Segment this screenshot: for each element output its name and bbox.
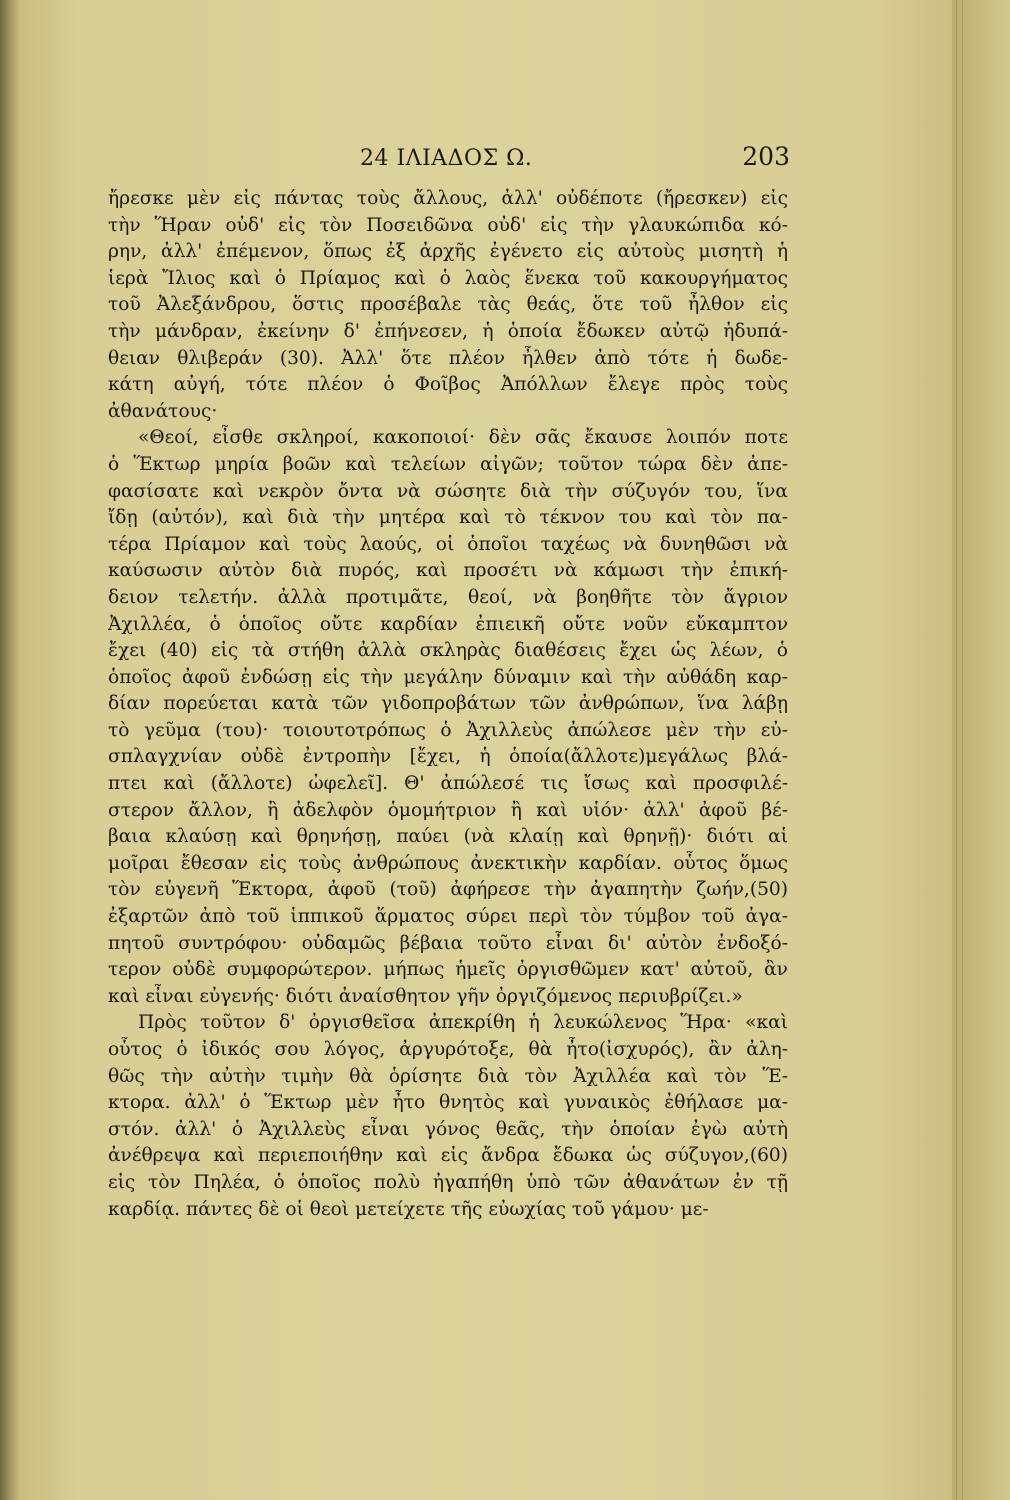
text-line: ἴδῃ (αὐτόν), καὶ διὰ τὴν μητέρα καὶ τὸ τέκνον του καὶ τὸν πα- (108, 507, 788, 529)
text-line: τέρα Πρίαμον καὶ τοὺς λαούς, οἱ ὁποῖοι ταχέως νὰ δυνηθῶσι νὰ (108, 533, 788, 555)
text-line: ρην, ἀλλ' ἐπέμενον, ὅπως ἐξ ἀρχῆς ἐγένετο εἰς αὐτοὺς μισητὴ ἡ (108, 241, 788, 263)
text-line: καὶ εἶναι εὐγενής· διότι ἀναίσθητον γῆν ὀργιζόμενος περιυβρίζει.» (108, 985, 743, 1007)
text-line: τὸν εὐγενῆ Ἕκτορα, ἀφοῦ (τοῦ) ἀφήρεσε τὴν ἀγαπητὴν ζωήν,(50) (108, 879, 788, 901)
text-line: καύσωσιν αὐτὸν διὰ πυρός, καὶ προσέτι νὰ κάμωσι τὴν ἐπική- (108, 560, 788, 582)
text-line: τὸ γεῦμα (του)· τοιουτοτρόπως ὁ Ἀχιλλεὺς ἀπώλεσε μὲν τὴν εὐ- (108, 719, 788, 741)
text-line: ἀνέθρεψα καὶ περιεποιήθην καὶ εἰς ἄνδρα ἔδωκα ὡς σύζυγον,(60) (108, 1145, 788, 1167)
text-line: ἔχει (40) εἰς τὰ στήθη ἀλλὰ σκληρὰς διαθέσεις ἔχει ὡς λέων, ὁ (108, 640, 788, 662)
running-head: 24 ΙΛΙΑΔΟΣ Ω. (360, 146, 533, 171)
text-line: ὁ Ἕκτωρ μηρία βοῶν καὶ τελείων αἰγῶν; τοῦτον τώρα δὲν ἀπε- (108, 453, 788, 475)
text-line: φασίσατε καὶ νεκρὸν ὄντα νὰ σώσητε διὰ τὴν σύζυγόν του, ἵνα (108, 480, 788, 502)
text-line: ὁποῖος ἀφοῦ ἐνδώσῃ εἰς τὴν μεγάλην δύναμιν καὶ τὴν αὐθάδη καρ- (108, 666, 788, 688)
paragraph (108, 186, 788, 425)
paragraph (108, 425, 788, 1010)
text-line: τοῦ Ἀλεξάνδρου, ὅστις προσέβαλε τὰς θεάς, ὅτε τοῦ ἦλθον εἰς (108, 294, 788, 316)
page-stack-edge (952, 0, 1010, 1500)
text-line: πητοῦ συντρόφου· οὐδαμῶς βέβαια τοῦτο εἶναι δι' αὐτὸν ἐνδοξό- (108, 932, 788, 954)
text-line: Πρὸς τοῦτον δ' ὀργισθεῖσα ἀπεκρίθη ἡ λευκώλενος Ἥρα· «καὶ (138, 1012, 788, 1034)
page-header (360, 140, 790, 180)
text-line: «Θεοί, εἶσθε σκληροί, κακοποιοί· δὲν σᾶς ἔκαυσε λοιπόν ποτε (138, 427, 788, 449)
body-text (108, 186, 788, 1223)
text-line: βαια κλαύσῃ καὶ θρηνήσῃ, παύει (νὰ κλαίῃ καὶ θρηνῇ)· διότι αἱ (108, 826, 788, 848)
text-line: τὴν Ἥραν οὐδ' εἰς τὸν Ποσειδῶνα οὐδ' εἰς τὴν γλαυκώπιδα κό- (108, 214, 788, 236)
text-line: κάτη αὐγή, τότε πλέον ὁ Φοῖβος Ἀπόλλων ἔλεγε πρὸς τοὺς (108, 374, 788, 396)
text-line: σπλαγχνίαν οὐδὲ ἐντροπὴν [ἔχει, ἡ ὁποία(ἄλλοτε)μεγάλως βλά- (108, 746, 788, 768)
text-line: κτορα. ἀλλ' ὁ Ἕκτωρ μὲν ἦτο θνητὸς καὶ γυναικὸς ἐθήλασε μα- (108, 1092, 788, 1114)
text-line: δίαν πορεύεται κατὰ τῶν γιδοπροβάτων τῶν ἀνθρώπων, ἵνα λάβῃ (108, 693, 788, 715)
text-line: ἀθανάτους· (108, 400, 218, 422)
text-line: τερον οὐδὲ συμφορώτερον. μήπως ἡμεῖς ὀργισθῶμεν κατ' αὐτοῦ, ἂν (108, 959, 788, 981)
text-line: εἰς τὸν Πηλέα, ὁ ὁποῖος πολὺ ἠγαπήθη ὑπὸ τῶν ἀθανάτων ἐν τῇ (108, 1171, 788, 1193)
text-line: μοῖραι ἔθεσαν εἰς τοὺς ἀνθρώπους ἀνεκτικὴν καρδίαν. οὗτος ὅμως (108, 852, 788, 874)
text-line: στερον ἄλλον, ἢ ἀδελφὸν ὁμομήτριον ἢ καὶ υἱόν· ἀλλ' ἀφοῦ βέ- (108, 799, 788, 821)
text-line: δειον τελετήν. ἀλλὰ προτιμᾶτε, θεοί, νὰ βοηθῆτε τὸν ἄγριον (108, 586, 788, 608)
text-line: τὴν μάνδραν, ἐκείνην δ' ἐπήνεσεν, ἡ ὁποία ἔδωκεν αὐτῷ ἡδυπά- (108, 320, 788, 342)
text-line: θῶς τὴν αὐτὴν τιμὴν θὰ ὁρίσητε διὰ τὸν Ἀχιλλέα καὶ τὸν Ἕ- (108, 1065, 788, 1087)
text-line: ἱερὰ Ἴλιος καὶ ὁ Πρίαμος καὶ ὁ λαὸς ἕνεκα τοῦ κακουργήματος (108, 267, 788, 289)
text-line: καρδίᾳ. πάντες δὲ οἱ θεοὶ μετείχετε τῆς εὐωχίας τοῦ γάμου· με- (108, 1198, 709, 1220)
text-line: θειαν θλιβεράν (30). Ἀλλ' ὅτε πλέον ἦλθεν ἀπὸ τότε ἡ δωδε- (108, 347, 788, 369)
book-binding-edge (0, 0, 22, 1500)
text-line: στόν. ἀλλ' ὁ Ἀχιλλεὺς εἶναι γόνος θεᾶς, τὴν ὁποίαν ἐγὼ αὐτὴ (108, 1118, 788, 1140)
paragraph (108, 1010, 788, 1223)
text-line: ἤρεσκε μὲν εἰς πάντας τοὺς ἄλλους, ἀλλ' οὐδέποτε (ἤρεσκεν) εἰς (108, 188, 788, 209)
text-line: οὗτος ὁ ἰδικός σου λόγος, ἀργυρότοξε, θὰ ἦτο(ἰσχυρός), ἂν ἀλη- (108, 1039, 788, 1060)
text-line: Ἀχιλλέα, ὁ ὁποῖος οὔτε καρδίαν ἐπιεικῆ οὔτε νοῦν εὔκαμπτον (108, 613, 788, 635)
text-line: πτει καὶ (ἄλλοτε) ὠφελεῖ]. Θ' ἀπώλεσέ τις ἴσως καὶ προσφιλέ- (108, 773, 788, 795)
text-line: ἐξαρτῶν ἀπὸ τοῦ ἱππικοῦ ἅρματος σύρει περὶ τὸν τύμβον τοῦ ἀγα- (108, 906, 788, 928)
page-number: 203 (742, 142, 790, 171)
